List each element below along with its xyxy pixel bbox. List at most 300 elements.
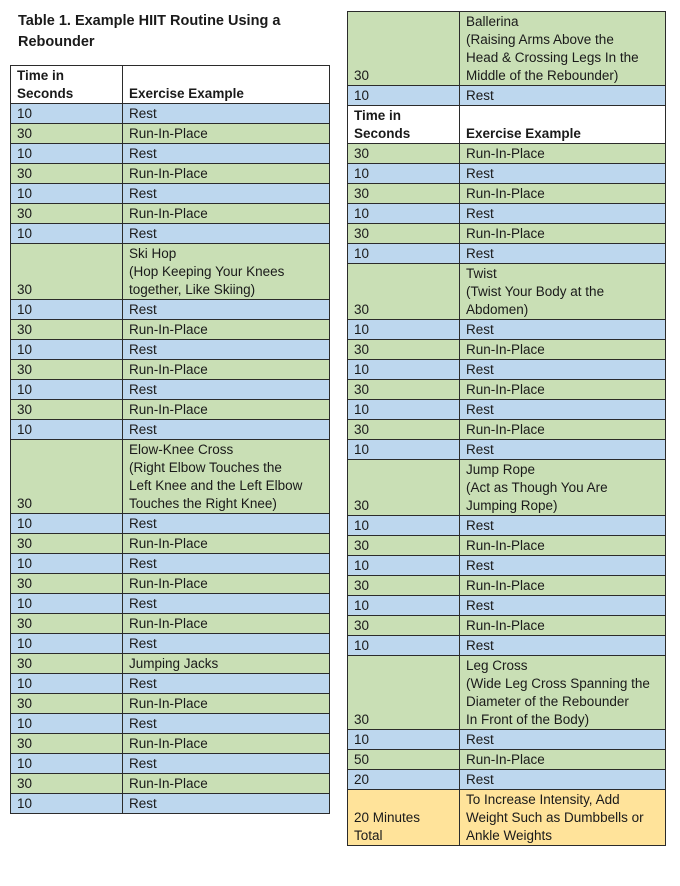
time-value: 10 <box>17 716 33 731</box>
table-row <box>348 380 666 400</box>
table-row <box>11 654 330 674</box>
exercise-text: Rest <box>129 422 157 437</box>
time-cell <box>11 300 123 320</box>
table-row <box>348 264 666 320</box>
exercise-text: To Increase Intensity, Add <box>466 792 620 807</box>
exercise-text: Run-In-Place <box>466 752 545 767</box>
time-value: 10 <box>354 362 370 377</box>
exercise-cell <box>123 654 330 674</box>
exercise-cell <box>460 400 666 420</box>
exercise-cell <box>460 636 666 656</box>
exercise-text: Jumping Jacks <box>129 656 219 671</box>
time-value: 10 <box>17 382 33 397</box>
time-cell <box>348 144 460 164</box>
exercise-text: Rest <box>466 322 494 337</box>
table-row <box>11 400 330 420</box>
table-row <box>11 634 330 654</box>
exercise-cell <box>460 164 666 184</box>
exercise-cell <box>460 750 666 770</box>
exercise-text: Rest <box>129 516 157 531</box>
time-value: 30 <box>354 498 370 513</box>
table-row <box>11 124 330 144</box>
exercise-cell <box>123 244 330 300</box>
time-cell <box>348 460 460 516</box>
exercise-cell <box>123 400 330 420</box>
table-row <box>348 596 666 616</box>
exercise-text: Head & Crossing Legs In the <box>466 50 639 65</box>
exercise-text: Run-In-Place <box>466 422 545 437</box>
exercise-text: Run-In-Place <box>466 578 545 593</box>
table-row <box>348 144 666 164</box>
time-value: 10 <box>17 106 33 121</box>
time-cell <box>11 380 123 400</box>
exercise-text: Rest <box>466 246 494 261</box>
exercise-text: Run-In-Place <box>129 696 208 711</box>
table-row <box>11 694 330 714</box>
time-cell <box>11 554 123 574</box>
table-row <box>11 574 330 594</box>
time-value: 30 <box>17 736 33 751</box>
exercise-cell <box>460 244 666 264</box>
table-row <box>348 244 666 264</box>
table-row <box>348 184 666 204</box>
time-value: 30 <box>17 776 33 791</box>
exercise-cell <box>123 124 330 144</box>
table-title: Table 1. Example HIIT Routine Using a Rebounder <box>18 13 281 50</box>
exercise-cell <box>460 420 666 440</box>
header-time: Time in Seconds <box>348 106 460 144</box>
time-cell <box>348 636 460 656</box>
exercise-text: Rest <box>129 302 157 317</box>
time-cell <box>11 164 123 184</box>
time-value: 10 <box>354 88 370 103</box>
time-cell <box>348 556 460 576</box>
time-value: 30 <box>17 656 33 671</box>
time-value: 10 <box>17 676 33 691</box>
exercise-text: Rest <box>129 596 157 611</box>
header-exercise: Exercise Example <box>460 106 666 144</box>
exercise-text: Jumping Rope) <box>466 498 558 513</box>
table-row <box>11 674 330 694</box>
exercise-cell <box>460 790 666 846</box>
exercise-text: Run-In-Place <box>129 322 208 337</box>
table-row <box>11 534 330 554</box>
exercise-text: Rest <box>129 342 157 357</box>
time-cell <box>11 440 123 514</box>
right-table-body-top <box>348 12 666 106</box>
exercise-cell <box>123 320 330 340</box>
table-row <box>348 460 666 516</box>
table-row <box>348 86 666 106</box>
table-row <box>11 514 330 534</box>
exercise-cell <box>460 380 666 400</box>
time-cell <box>348 420 460 440</box>
time-value: 10 <box>354 558 370 573</box>
time-cell <box>348 750 460 770</box>
time-cell <box>348 596 460 616</box>
time-cell <box>11 694 123 714</box>
time-cell <box>11 594 123 614</box>
exercise-cell <box>123 734 330 754</box>
exercise-cell <box>460 770 666 790</box>
table-row <box>11 244 330 300</box>
exercise-cell <box>123 674 330 694</box>
exercise-cell <box>123 614 330 634</box>
exercise-text: Run-In-Place <box>129 616 208 631</box>
exercise-text: Rest <box>129 756 157 771</box>
exercise-text: Rest <box>466 166 494 181</box>
time-cell <box>11 340 123 360</box>
exercise-text: Run-In-Place <box>129 402 208 417</box>
table-row <box>11 360 330 380</box>
time-value: 10 <box>17 596 33 611</box>
table-row <box>11 420 330 440</box>
time-value: 10 <box>17 226 33 241</box>
exercise-text: Run-In-Place <box>466 538 545 553</box>
table-row <box>11 594 330 614</box>
time-cell <box>11 400 123 420</box>
exercise-cell <box>460 204 666 224</box>
time-cell <box>11 124 123 144</box>
time-cell <box>11 734 123 754</box>
table-row <box>348 730 666 750</box>
time-cell <box>348 400 460 420</box>
exercise-text: Run-In-Place <box>466 618 545 633</box>
time-cell <box>348 12 460 86</box>
time-value: 30 <box>354 302 370 317</box>
exercise-cell <box>123 714 330 734</box>
exercise-text: Rest <box>466 362 494 377</box>
exercise-cell <box>123 634 330 654</box>
exercise-cell <box>123 380 330 400</box>
time-value: 30 <box>354 146 370 161</box>
time-value: 10 <box>354 598 370 613</box>
exercise-text: Ankle Weights <box>466 828 553 843</box>
exercise-cell <box>460 556 666 576</box>
time-value: 10 <box>354 638 370 653</box>
time-cell <box>11 224 123 244</box>
time-cell <box>11 754 123 774</box>
table-row <box>11 794 330 814</box>
exercise-cell <box>460 616 666 636</box>
table-row <box>348 516 666 536</box>
exercise-text: Rest <box>129 186 157 201</box>
table-row <box>348 400 666 420</box>
exercise-cell <box>460 320 666 340</box>
exercise-text: Diameter of the Rebounder <box>466 694 629 709</box>
time-value: 10 <box>354 732 370 747</box>
exercise-text: Rest <box>466 732 494 747</box>
exercise-cell <box>123 774 330 794</box>
exercise-cell <box>123 694 330 714</box>
time-value: 10 <box>17 516 33 531</box>
table-row <box>348 770 666 790</box>
exercise-text: (Hop Keeping Your Knees <box>129 264 285 279</box>
time-value: 50 <box>354 752 370 767</box>
exercise-cell <box>123 754 330 774</box>
table-row <box>348 576 666 596</box>
exercise-text: Abdomen) <box>466 302 529 317</box>
time-cell <box>11 714 123 734</box>
table-row <box>348 790 666 846</box>
time-cell <box>11 634 123 654</box>
table-row <box>11 380 330 400</box>
exercise-cell <box>123 514 330 534</box>
time-cell <box>348 244 460 264</box>
time-value: 20 Minutes <box>354 810 421 825</box>
exercise-text: (Wide Leg Cross Spanning the <box>466 676 650 691</box>
exercise-text: Rest <box>466 88 494 103</box>
time-value: 30 <box>354 578 370 593</box>
exercise-text: (Act as Though You Are <box>466 480 608 495</box>
time-value: 10 <box>17 342 33 357</box>
table-row <box>348 204 666 224</box>
exercise-cell <box>460 656 666 730</box>
time-cell <box>348 204 460 224</box>
left-routine-table <box>10 65 330 814</box>
exercise-text: Rest <box>129 676 157 691</box>
time-cell <box>11 144 123 164</box>
exercise-cell <box>460 224 666 244</box>
exercise-text: Rest <box>466 558 494 573</box>
time-value: 10 <box>17 302 33 317</box>
exercise-cell <box>460 576 666 596</box>
time-cell <box>348 86 460 106</box>
exercise-text: Run-In-Place <box>129 166 208 181</box>
exercise-cell <box>460 340 666 360</box>
table-row <box>11 104 330 124</box>
time-value: 10 <box>17 422 33 437</box>
time-value: 10 <box>354 166 370 181</box>
table-row <box>11 554 330 574</box>
table-row <box>348 360 666 380</box>
exercise-text: Run-In-Place <box>466 382 545 397</box>
time-value: 30 <box>17 362 33 377</box>
time-cell <box>348 616 460 636</box>
exercise-text: Elow-Knee Cross <box>129 442 234 457</box>
exercise-cell <box>123 104 330 124</box>
table-row <box>11 714 330 734</box>
total-row-body <box>348 790 666 846</box>
time-cell <box>348 164 460 184</box>
time-value: 30 <box>354 186 370 201</box>
exercise-text: Weight Such as Dumbbells or <box>466 810 644 825</box>
exercise-text: Rest <box>129 556 157 571</box>
time-value: 10 <box>17 636 33 651</box>
table-row <box>348 750 666 770</box>
exercise-text: Rest <box>466 772 494 787</box>
exercise-cell <box>460 86 666 106</box>
exercise-text: Touches the Right Knee) <box>129 496 277 511</box>
exercise-cell <box>460 536 666 556</box>
exercise-cell <box>460 12 666 86</box>
exercise-cell <box>460 184 666 204</box>
table-row <box>11 224 330 244</box>
exercise-text: Run-In-Place <box>466 186 545 201</box>
table-row <box>348 224 666 244</box>
time-cell <box>348 264 460 320</box>
time-cell <box>11 184 123 204</box>
time-cell <box>11 574 123 594</box>
exercise-text: Run-In-Place <box>129 206 208 221</box>
exercise-text: Run-In-Place <box>129 576 208 591</box>
time-value: 30 <box>17 206 33 221</box>
table-header-row <box>348 106 666 144</box>
time-cell <box>348 516 460 536</box>
table-row <box>348 320 666 340</box>
table-row <box>348 556 666 576</box>
time-value: 30 <box>17 696 33 711</box>
time-cell <box>11 244 123 300</box>
exercise-cell <box>123 594 330 614</box>
exercise-text: Run-In-Place <box>466 226 545 241</box>
table-row <box>11 144 330 164</box>
time-cell <box>11 204 123 224</box>
exercise-text: Rest <box>466 206 494 221</box>
time-cell <box>11 104 123 124</box>
exercise-cell <box>123 440 330 514</box>
table-row <box>348 440 666 460</box>
time-value: 10 <box>17 146 33 161</box>
exercise-text: Rest <box>129 382 157 397</box>
time-value: Total <box>354 828 383 843</box>
exercise-text: Ballerina <box>466 14 519 29</box>
table-row <box>11 614 330 634</box>
exercise-text: Run-In-Place <box>129 126 208 141</box>
right-routine-table <box>347 11 666 846</box>
time-cell <box>348 770 460 790</box>
exercise-text: Run-In-Place <box>129 362 208 377</box>
table-row <box>11 300 330 320</box>
table-row <box>11 340 330 360</box>
exercise-text: Run-In-Place <box>129 776 208 791</box>
table-row <box>348 164 666 184</box>
time-value: 30 <box>17 402 33 417</box>
table-row <box>348 616 666 636</box>
time-cell <box>348 360 460 380</box>
exercise-text: Rest <box>129 226 157 241</box>
time-value: 10 <box>354 518 370 533</box>
time-cell <box>348 440 460 460</box>
time-cell <box>348 340 460 360</box>
time-cell <box>348 224 460 244</box>
exercise-cell <box>123 554 330 574</box>
exercise-cell <box>460 730 666 750</box>
time-cell <box>11 320 123 340</box>
time-cell <box>11 534 123 554</box>
exercise-text: Rest <box>129 716 157 731</box>
right-table-body <box>348 106 666 790</box>
time-value: 30 <box>17 282 33 297</box>
time-value: 10 <box>354 442 370 457</box>
time-cell <box>348 184 460 204</box>
exercise-cell <box>123 164 330 184</box>
table-row <box>11 164 330 184</box>
table-row <box>11 774 330 794</box>
exercise-cell <box>460 516 666 536</box>
table-row <box>11 320 330 340</box>
time-cell <box>348 576 460 596</box>
time-value: 30 <box>354 618 370 633</box>
exercise-text: (Raising Arms Above the <box>466 32 614 47</box>
time-value: 10 <box>17 186 33 201</box>
exercise-cell <box>460 264 666 320</box>
exercise-text: Run-In-Place <box>466 146 545 161</box>
exercise-text: Rest <box>129 636 157 651</box>
time-value: 10 <box>17 756 33 771</box>
exercise-text: Middle of the Rebounder) <box>466 68 619 83</box>
time-cell <box>348 320 460 340</box>
exercise-text: Rest <box>466 518 494 533</box>
time-value: 10 <box>17 556 33 571</box>
time-cell <box>11 514 123 534</box>
exercise-text: (Right Elbow Touches the <box>129 460 282 475</box>
exercise-text: In Front of the Body) <box>466 712 590 727</box>
exercise-text: Rest <box>466 638 494 653</box>
time-value: 30 <box>354 422 370 437</box>
exercise-text: Left Knee and the Left Elbow <box>129 478 303 493</box>
table-row <box>348 12 666 86</box>
time-value: 30 <box>17 536 33 551</box>
time-value: 30 <box>354 68 370 83</box>
exercise-cell <box>123 300 330 320</box>
time-cell <box>348 380 460 400</box>
header-exercise: Exercise Example <box>123 66 330 104</box>
time-cell <box>11 794 123 814</box>
time-cell <box>11 420 123 440</box>
exercise-cell <box>123 144 330 164</box>
time-value: 30 <box>354 382 370 397</box>
table-row <box>348 340 666 360</box>
time-value: 30 <box>354 538 370 553</box>
exercise-cell <box>460 440 666 460</box>
header-time: Time in Seconds <box>11 66 123 104</box>
time-value: 10 <box>354 206 370 221</box>
table-row <box>11 440 330 514</box>
time-cell <box>11 614 123 634</box>
exercise-cell <box>123 534 330 554</box>
time-value: 30 <box>17 496 33 511</box>
exercise-cell <box>123 574 330 594</box>
time-value: 30 <box>17 616 33 631</box>
time-cell <box>11 774 123 794</box>
time-cell <box>348 730 460 750</box>
time-cell <box>348 536 460 556</box>
table-row <box>348 656 666 730</box>
time-cell <box>348 790 460 846</box>
exercise-cell <box>123 204 330 224</box>
table-header-row <box>11 66 330 104</box>
time-cell <box>348 656 460 730</box>
time-value: 30 <box>354 342 370 357</box>
exercise-text: Rest <box>466 442 494 457</box>
time-value: 10 <box>17 796 33 811</box>
time-value: 30 <box>17 322 33 337</box>
time-value: 10 <box>354 402 370 417</box>
time-value: 20 <box>354 772 370 787</box>
time-value: 30 <box>17 126 33 141</box>
exercise-text: Ski Hop <box>129 246 177 261</box>
exercise-text: Run-In-Place <box>129 536 208 551</box>
exercise-cell <box>123 184 330 204</box>
exercise-text: Twist <box>466 266 497 281</box>
exercise-text: Rest <box>129 106 157 121</box>
time-value: 30 <box>354 226 370 241</box>
exercise-text: Run-In-Place <box>129 736 208 751</box>
exercise-text: Leg Cross <box>466 658 528 673</box>
exercise-cell <box>460 360 666 380</box>
exercise-cell <box>460 596 666 616</box>
